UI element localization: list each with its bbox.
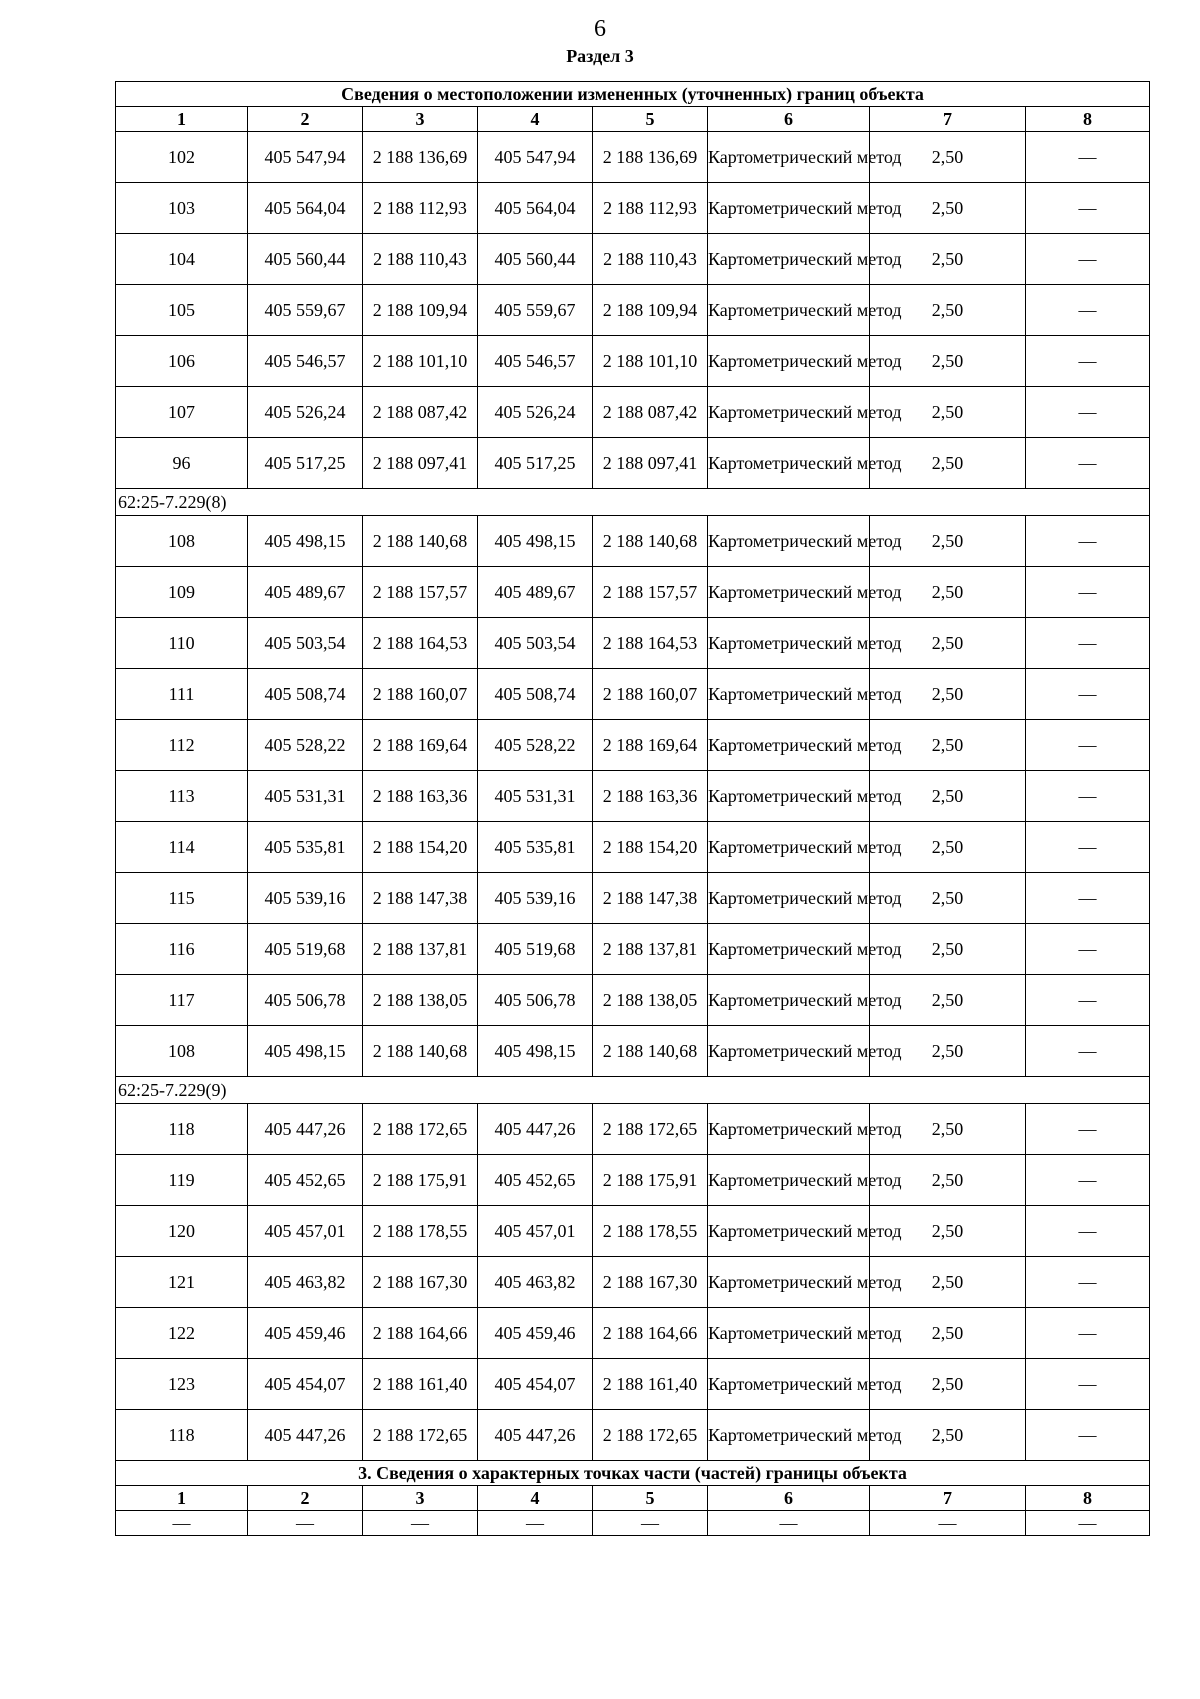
section-title: Раздел 3 xyxy=(566,46,634,66)
table-cell: Картометрический метод xyxy=(708,132,870,183)
table-row xyxy=(116,975,1150,1026)
table-cell: 2,50 xyxy=(870,1257,1026,1308)
table-cell: 2 188 136,69 xyxy=(363,132,478,183)
table-cell: Картометрический метод xyxy=(708,1410,870,1461)
table-cell: — xyxy=(1026,720,1150,771)
table-row xyxy=(116,822,1150,873)
table-cell: 2 188 140,68 xyxy=(593,516,708,567)
column-number: 3 xyxy=(363,107,478,132)
table-cell: 405 506,78 xyxy=(478,975,593,1026)
table-cell: 2 188 140,68 xyxy=(593,1026,708,1077)
table-row xyxy=(116,1308,1150,1359)
table-cell: 2 188 087,42 xyxy=(363,387,478,438)
table-cell: 2 188 161,40 xyxy=(363,1359,478,1410)
table-cell: 405 564,04 xyxy=(478,183,593,234)
table-cell: 405 498,15 xyxy=(248,516,363,567)
column-number: 2 xyxy=(248,1486,363,1511)
table-cell: 2 188 178,55 xyxy=(363,1206,478,1257)
table-cell: 405 526,24 xyxy=(248,387,363,438)
table-cell: — xyxy=(116,1511,248,1536)
table-cell: 2,50 xyxy=(870,387,1026,438)
table-cell: Картометрический метод xyxy=(708,720,870,771)
table-cell: 111 xyxy=(116,669,248,720)
column-number: 7 xyxy=(870,107,1026,132)
table-cell: 2 188 172,65 xyxy=(363,1410,478,1461)
table-cell: 2 188 137,81 xyxy=(593,924,708,975)
table-cell: 405 559,67 xyxy=(478,285,593,336)
column-number: 5 xyxy=(593,107,708,132)
table-cell: 2,50 xyxy=(870,771,1026,822)
table-cell: 2,50 xyxy=(870,1410,1026,1461)
table-cell: 405 546,57 xyxy=(248,336,363,387)
table-cell: — xyxy=(1026,1026,1150,1077)
table-cell: 2,50 xyxy=(870,234,1026,285)
table-cell: Картометрический метод xyxy=(708,669,870,720)
table-cell: 2,50 xyxy=(870,975,1026,1026)
table-cell: Картометрический метод xyxy=(708,924,870,975)
page-number: 6 xyxy=(594,16,606,42)
table-cell: 2 188 097,41 xyxy=(593,438,708,489)
table-cell: 2,50 xyxy=(870,1206,1026,1257)
table-cell: 405 447,26 xyxy=(248,1104,363,1155)
group-label: 62:25-7.229(8) xyxy=(116,489,1150,516)
table-cell: 96 xyxy=(116,438,248,489)
table-cell: 405 459,46 xyxy=(478,1308,593,1359)
table-cell: — xyxy=(1026,1104,1150,1155)
table-cell: 2 188 109,94 xyxy=(363,285,478,336)
table-cell: 2 188 167,30 xyxy=(363,1257,478,1308)
table-cell: 121 xyxy=(116,1257,248,1308)
part-column-number-row xyxy=(116,1486,1150,1511)
table-cell: 405 457,01 xyxy=(478,1206,593,1257)
table-cell: 2 188 172,65 xyxy=(593,1410,708,1461)
boundary-points-table xyxy=(115,81,1150,1536)
table-cell: 2 188 140,68 xyxy=(363,516,478,567)
table-cell: 2 188 157,57 xyxy=(363,567,478,618)
table-cell: 2 188 164,66 xyxy=(363,1308,478,1359)
table-cell: 405 454,07 xyxy=(248,1359,363,1410)
table-cell: 405 531,31 xyxy=(248,771,363,822)
table-cell: 2 188 164,66 xyxy=(593,1308,708,1359)
table-cell: — xyxy=(1026,924,1150,975)
table-cell: 405 547,94 xyxy=(478,132,593,183)
table-cell: 405 452,65 xyxy=(478,1155,593,1206)
table-cell: 2 188 154,20 xyxy=(593,822,708,873)
table-cell: 405 547,94 xyxy=(248,132,363,183)
table-cell: 117 xyxy=(116,975,248,1026)
table-cell: 405 517,25 xyxy=(478,438,593,489)
table-cell: — xyxy=(1026,669,1150,720)
table-cell: 2 188 160,07 xyxy=(593,669,708,720)
table-row xyxy=(116,720,1150,771)
table-cell: 2,50 xyxy=(870,132,1026,183)
table-cell: 2,50 xyxy=(870,1104,1026,1155)
table-row xyxy=(116,1026,1150,1077)
table-row xyxy=(116,669,1150,720)
table-cell: 2 188 154,20 xyxy=(363,822,478,873)
table-cell: — xyxy=(1026,975,1150,1026)
table-cell: Картометрический метод xyxy=(708,516,870,567)
table-cell: 2,50 xyxy=(870,873,1026,924)
table-cell: — xyxy=(1026,132,1150,183)
table-row xyxy=(116,438,1150,489)
table-cell: 110 xyxy=(116,618,248,669)
table-cell: 405 447,26 xyxy=(478,1104,593,1155)
table-cell: 405 503,54 xyxy=(478,618,593,669)
table-cell: 109 xyxy=(116,567,248,618)
table-cell: 2 188 087,42 xyxy=(593,387,708,438)
table-cell: 2 188 175,91 xyxy=(593,1155,708,1206)
part-section-title: 3. Сведения о характерных точках части (частей) границы объекта xyxy=(116,1461,1150,1486)
table-cell: 405 457,01 xyxy=(248,1206,363,1257)
table-cell: 405 531,31 xyxy=(478,771,593,822)
table-cell: 2 188 163,36 xyxy=(593,771,708,822)
part-table-row xyxy=(116,1511,1150,1536)
table-cell: 118 xyxy=(116,1410,248,1461)
table-cell: 2 188 164,53 xyxy=(363,618,478,669)
column-number: 3 xyxy=(363,1486,478,1511)
table-cell: Картометрический метод xyxy=(708,1308,870,1359)
table-cell: 2,50 xyxy=(870,720,1026,771)
group-label-row xyxy=(116,489,1150,516)
table-cell: 2 188 175,91 xyxy=(363,1155,478,1206)
table-cell: Картометрический метод xyxy=(708,438,870,489)
table-cell: 405 535,81 xyxy=(478,822,593,873)
table-row xyxy=(116,183,1150,234)
group-label-row xyxy=(116,1077,1150,1104)
table-cell: — xyxy=(1026,336,1150,387)
part-title-row xyxy=(116,1461,1150,1486)
table-cell: Картометрический метод xyxy=(708,771,870,822)
table-cell: 405 447,26 xyxy=(478,1410,593,1461)
table-cell: — xyxy=(1026,516,1150,567)
table-cell: 108 xyxy=(116,516,248,567)
table-cell: 405 508,74 xyxy=(478,669,593,720)
table-cell: 405 519,68 xyxy=(248,924,363,975)
table-cell: 2 188 110,43 xyxy=(593,234,708,285)
table-title-row xyxy=(116,82,1150,107)
table-cell: — xyxy=(1026,438,1150,489)
column-number: 6 xyxy=(708,107,870,132)
table-cell: 405 546,57 xyxy=(478,336,593,387)
table-cell: Картометрический метод xyxy=(708,567,870,618)
table-cell: 2 188 101,10 xyxy=(363,336,478,387)
column-number-row xyxy=(116,107,1150,132)
table-cell: 2,50 xyxy=(870,336,1026,387)
table-row xyxy=(116,873,1150,924)
table-cell: 405 517,25 xyxy=(248,438,363,489)
table-cell: 405 503,54 xyxy=(248,618,363,669)
table-cell: Картометрический метод xyxy=(708,1104,870,1155)
table-cell: Картометрический метод xyxy=(708,183,870,234)
table-cell: 405 489,67 xyxy=(248,567,363,618)
table-cell: 2,50 xyxy=(870,285,1026,336)
table-cell: 405 535,81 xyxy=(248,822,363,873)
column-number: 6 xyxy=(708,1486,870,1511)
table-row xyxy=(116,1410,1150,1461)
table-cell: — xyxy=(870,1511,1026,1536)
table-title: Сведения о местоположении измененных (уточненных) границ объекта xyxy=(116,82,1150,107)
table-cell: 405 498,15 xyxy=(478,1026,593,1077)
table-cell: 405 528,22 xyxy=(478,720,593,771)
table-cell: 2 188 140,68 xyxy=(363,1026,478,1077)
table-row xyxy=(116,771,1150,822)
table-cell: 2 188 163,36 xyxy=(363,771,478,822)
table-cell: 405 528,22 xyxy=(248,720,363,771)
table-cell: 2 188 136,69 xyxy=(593,132,708,183)
column-number: 4 xyxy=(478,1486,593,1511)
table-cell: 405 498,15 xyxy=(478,516,593,567)
table-cell: 2 188 097,41 xyxy=(363,438,478,489)
table-cell: 2 188 147,38 xyxy=(593,873,708,924)
column-number: 7 xyxy=(870,1486,1026,1511)
table-cell: Картометрический метод xyxy=(708,336,870,387)
table-cell: 405 463,82 xyxy=(248,1257,363,1308)
table-cell: Картометрический метод xyxy=(708,1206,870,1257)
table-cell: 2 188 157,57 xyxy=(593,567,708,618)
table-cell: 2 188 178,55 xyxy=(593,1206,708,1257)
table-cell: — xyxy=(1026,285,1150,336)
table-cell: 2,50 xyxy=(870,669,1026,720)
table-cell: 2,50 xyxy=(870,516,1026,567)
table-cell: 108 xyxy=(116,1026,248,1077)
table-row xyxy=(116,618,1150,669)
table-row xyxy=(116,1257,1150,1308)
table-cell: 102 xyxy=(116,132,248,183)
table-cell: 405 463,82 xyxy=(478,1257,593,1308)
table-cell: — xyxy=(593,1511,708,1536)
table-row xyxy=(116,336,1150,387)
table-cell: 2,50 xyxy=(870,924,1026,975)
table-cell: 2 188 112,93 xyxy=(593,183,708,234)
table-cell: 103 xyxy=(116,183,248,234)
table-cell: — xyxy=(1026,387,1150,438)
table-row xyxy=(116,387,1150,438)
table-cell: — xyxy=(1026,1410,1150,1461)
table-cell: Картометрический метод xyxy=(708,1359,870,1410)
table-cell: — xyxy=(478,1511,593,1536)
table-cell: 405 447,26 xyxy=(248,1410,363,1461)
table-cell: 2,50 xyxy=(870,1359,1026,1410)
table-cell: 405 459,46 xyxy=(248,1308,363,1359)
table-cell: Картометрический метод xyxy=(708,1155,870,1206)
table-cell: 405 519,68 xyxy=(478,924,593,975)
table-cell: 2 188 110,43 xyxy=(363,234,478,285)
table-row xyxy=(116,1104,1150,1155)
table-cell: 405 526,24 xyxy=(478,387,593,438)
column-number: 1 xyxy=(116,1486,248,1511)
table-cell: Картометрический метод xyxy=(708,1257,870,1308)
table-cell: — xyxy=(1026,1359,1150,1410)
table-cell: — xyxy=(1026,1308,1150,1359)
table-cell: 2 188 160,07 xyxy=(363,669,478,720)
table-cell: 120 xyxy=(116,1206,248,1257)
table-row xyxy=(116,516,1150,567)
table-row xyxy=(116,1155,1150,1206)
table-cell: Картометрический метод xyxy=(708,234,870,285)
table-cell: 2,50 xyxy=(870,1308,1026,1359)
table-cell: 107 xyxy=(116,387,248,438)
table-cell: 2,50 xyxy=(870,1026,1026,1077)
table-cell: 405 564,04 xyxy=(248,183,363,234)
table-cell: Картометрический метод xyxy=(708,1026,870,1077)
table-cell: 2 188 147,38 xyxy=(363,873,478,924)
table-cell: 2,50 xyxy=(870,567,1026,618)
table-cell: 116 xyxy=(116,924,248,975)
table-cell: 2 188 169,64 xyxy=(593,720,708,771)
table-row xyxy=(116,1359,1150,1410)
table-cell: — xyxy=(1026,183,1150,234)
column-number: 2 xyxy=(248,107,363,132)
table-cell: 2,50 xyxy=(870,438,1026,489)
table-cell: 405 454,07 xyxy=(478,1359,593,1410)
table-cell: 2,50 xyxy=(870,183,1026,234)
table-cell: Картометрический метод xyxy=(708,822,870,873)
table-cell: 405 539,16 xyxy=(248,873,363,924)
table-cell: — xyxy=(1026,1257,1150,1308)
table-cell: 2 188 138,05 xyxy=(593,975,708,1026)
table-cell: 2 188 101,10 xyxy=(593,336,708,387)
table-cell: 122 xyxy=(116,1308,248,1359)
column-number: 8 xyxy=(1026,1486,1150,1511)
table-cell: 405 539,16 xyxy=(478,873,593,924)
table-cell: — xyxy=(1026,1155,1150,1206)
table-row xyxy=(116,234,1150,285)
table-cell: 2 188 109,94 xyxy=(593,285,708,336)
table-cell: 2 188 161,40 xyxy=(593,1359,708,1410)
table-cell: Картометрический метод xyxy=(708,387,870,438)
table-cell: — xyxy=(1026,822,1150,873)
table-cell: 118 xyxy=(116,1104,248,1155)
table-cell: 106 xyxy=(116,336,248,387)
table-cell: 2 188 137,81 xyxy=(363,924,478,975)
table-cell: 2 188 138,05 xyxy=(363,975,478,1026)
table-row xyxy=(116,285,1150,336)
table-cell: — xyxy=(708,1511,870,1536)
column-number: 1 xyxy=(116,107,248,132)
table-cell: 113 xyxy=(116,771,248,822)
column-number: 8 xyxy=(1026,107,1150,132)
table-cell: 105 xyxy=(116,285,248,336)
table-cell: — xyxy=(248,1511,363,1536)
table-cell: — xyxy=(363,1511,478,1536)
column-number: 5 xyxy=(593,1486,708,1511)
table-cell: Картометрический метод xyxy=(708,975,870,1026)
table-cell: — xyxy=(1026,567,1150,618)
table-cell: Картометрический метод xyxy=(708,285,870,336)
table-cell: — xyxy=(1026,873,1150,924)
table-cell: 2 188 172,65 xyxy=(593,1104,708,1155)
table-cell: 405 498,15 xyxy=(248,1026,363,1077)
table-cell: — xyxy=(1026,234,1150,285)
column-number: 4 xyxy=(478,107,593,132)
table-row xyxy=(116,1206,1150,1257)
table-cell: Картометрический метод xyxy=(708,873,870,924)
table-cell: 2 188 164,53 xyxy=(593,618,708,669)
table-cell: 104 xyxy=(116,234,248,285)
table-cell: Картометрический метод xyxy=(708,618,870,669)
table-cell: 123 xyxy=(116,1359,248,1410)
table-cell: 405 508,74 xyxy=(248,669,363,720)
table-cell: 405 559,67 xyxy=(248,285,363,336)
table-cell: 2,50 xyxy=(870,618,1026,669)
group-label: 62:25-7.229(9) xyxy=(116,1077,1150,1104)
table-cell: 2 188 112,93 xyxy=(363,183,478,234)
table-cell: 112 xyxy=(116,720,248,771)
table-cell: 405 489,67 xyxy=(478,567,593,618)
table-cell: — xyxy=(1026,1511,1150,1536)
table-cell: 119 xyxy=(116,1155,248,1206)
table-cell: — xyxy=(1026,1206,1150,1257)
table-cell: 405 560,44 xyxy=(478,234,593,285)
table-cell: 405 560,44 xyxy=(248,234,363,285)
table-cell: 2,50 xyxy=(870,822,1026,873)
table-row xyxy=(116,132,1150,183)
table-cell: 2,50 xyxy=(870,1155,1026,1206)
table-row xyxy=(116,924,1150,975)
table-cell: 2 188 169,64 xyxy=(363,720,478,771)
table-cell: 405 452,65 xyxy=(248,1155,363,1206)
table-cell: — xyxy=(1026,618,1150,669)
table-row xyxy=(116,567,1150,618)
table-cell: 2 188 172,65 xyxy=(363,1104,478,1155)
table-cell: 114 xyxy=(116,822,248,873)
table-cell: 2 188 167,30 xyxy=(593,1257,708,1308)
table-cell: 405 506,78 xyxy=(248,975,363,1026)
table-cell: — xyxy=(1026,771,1150,822)
table-cell: 115 xyxy=(116,873,248,924)
